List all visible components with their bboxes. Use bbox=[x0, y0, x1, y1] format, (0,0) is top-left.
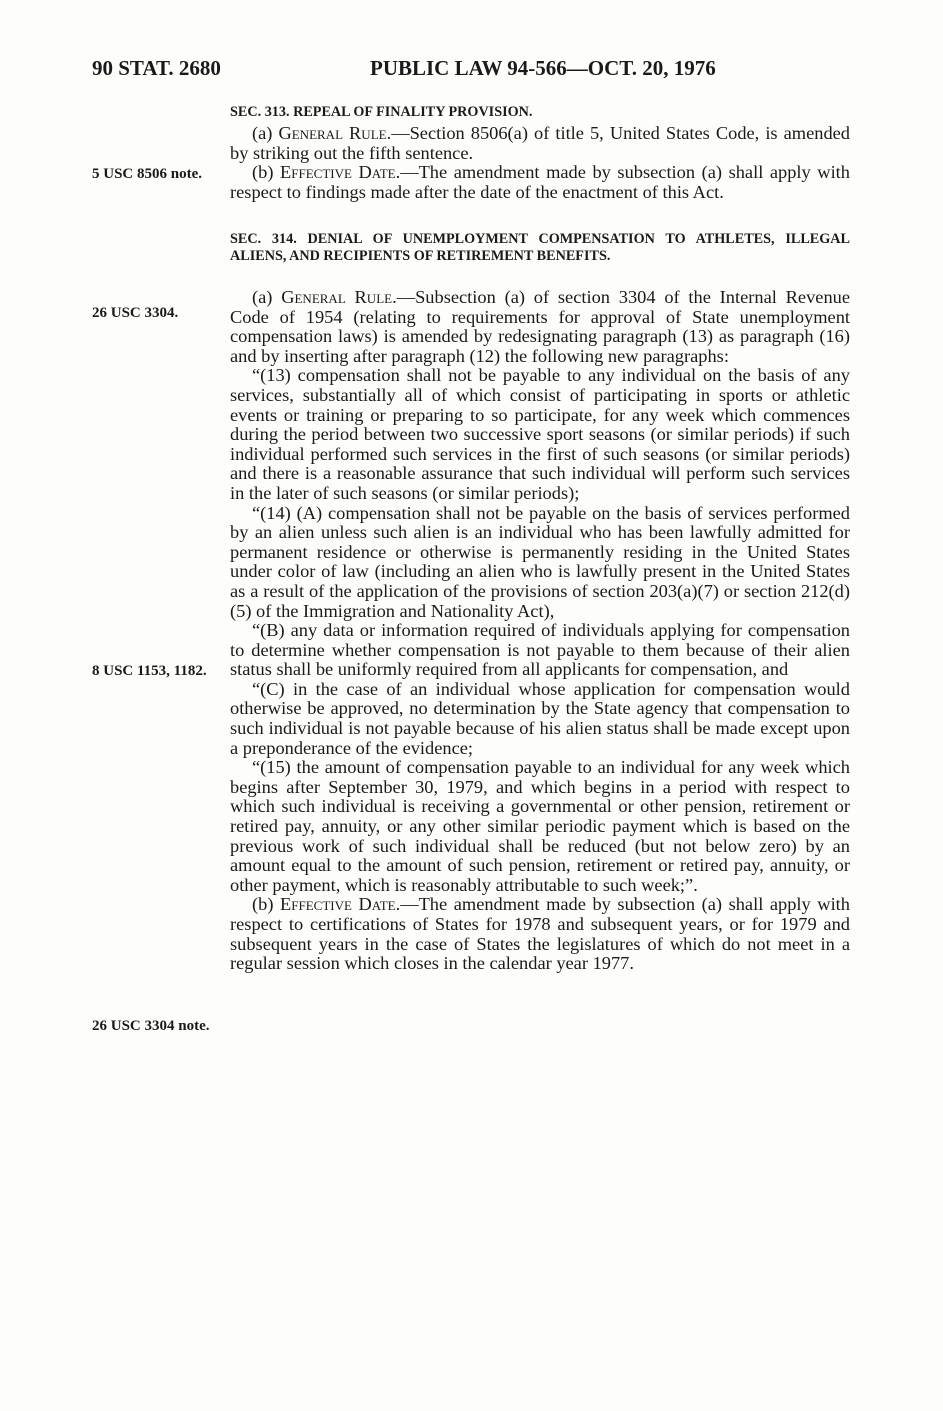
sec-313-heading: SEC. 313. REPEAL OF FINALITY PROVISION. bbox=[230, 104, 533, 120]
paragraph-14-a: “(14) (A) compensation shall not be payable on the basis of services performed by an alien unless such alien is an individual who has been lawfully admitted for permanent residence or otherwise is permanently residing in the United States under color of law (including an alien who is lawfully present in the United States as a result of the application of the provisions of section 203(a)(7) or section 212(d)(5) of the Immigration and Nationality Act), bbox=[230, 502, 850, 621]
sec-314-b-caption: Effective Date. bbox=[280, 894, 401, 915]
page-header bbox=[92, 56, 851, 84]
margin-note-26-usc-3304-note: 26 USC 3304 note. bbox=[92, 1018, 210, 1034]
sec-314-a-caption: General Rule. bbox=[281, 287, 397, 307]
margin-note-5-usc-8506: 5 USC 8506 note. bbox=[92, 166, 203, 182]
stat-page-number: 90 STAT. 2680 bbox=[92, 56, 221, 80]
sec-314-a: (a) General Rule.—Subsection (a) of section 3304 of the Internal Revenue Code of 1954 (relating to requirements for approval of State unemployment compensation laws) is amended by redesignating paragraph (13) as paragraph (16) and by inserting after paragraph (12) the following new paragraphs: bbox=[230, 287, 850, 366]
sec-313-body bbox=[230, 124, 850, 202]
sec-313-b: (b) Effective Date.—The amendment made by subsection (a) shall apply with respect to findings made after the date of the enactment of this Act. bbox=[230, 162, 850, 202]
paragraph-13: “(13) compensation shall not be payable to any individual on the basis of any services, substantially all of which consist of participating in sports or athletic events or training or preparing to so participate, for any week which commences during the period between two successive sport seasons (or similar periods) if such individual performed such services in the first of such seasons (or similar periods) and there is a reasonable assurance that such individual will perform such services in the later of such seasons (or similar periods); bbox=[230, 365, 850, 503]
paragraph-14-b: “(B) any data or information required of individuals applying for compensation to determine whether compensation is not payable to them because of their alien status shall be uniformly required from all applicants for compensation, and bbox=[230, 620, 850, 680]
sec-314-body bbox=[230, 288, 850, 974]
sec-314-heading: SEC. 314. DENIAL OF UNEMPLOYMENT COMPENSATION TO ATHLETES, ILLEGAL ALIENS, AND RECIPIENTS OF RETIREMENT BENEFITS. bbox=[230, 231, 850, 264]
margin-note-26-usc-3304: 26 USC 3304. bbox=[92, 305, 179, 321]
sec-314-b: (b) Effective Date.—The amendment made by subsection (a) shall apply with respect to certifications of States for 1978 and subsequent years, or for 1979 and subsequent years in the case of States the legislatures of which do not meet in a regular session which closes in the calendar year 1977. bbox=[230, 894, 850, 974]
sec-313-a: (a) General Rule.—Section 8506(a) of title 5, United States Code, is amended by striking out the fifth sentence. bbox=[230, 123, 850, 163]
sec-313-b-caption: Effective Date. bbox=[280, 162, 401, 183]
margin-note-8-usc-1153: 8 USC 1153, 1182. bbox=[92, 663, 207, 679]
sec-313-a-caption: General Rule. bbox=[278, 123, 392, 143]
paragraph-15: “(15) the amount of compensation payable to an individual for any week which begins after September 30, 1979, and which begins in a period with respect to which such individual is receiving a governmental or other pension, retirement or retired pay, annuity, or any other similar periodic payment which is based on the previous work of such individual shall be reduced (but not below zero) by an amount equal to the amount of such pension, retirement or retired pay, annuity, or other payment, which is reasonably attributable to such week;”. bbox=[230, 757, 850, 895]
paragraph-14-c: “(C) in the case of an individual whose application for compensation would otherwise be approved, no determination by the State agency that compensation to such individual is not payable because of his alien status shall be made except upon a preponderance of the evidence; bbox=[230, 678, 850, 758]
public-law-title: PUBLIC LAW 94-566—OCT. 20, 1976 bbox=[370, 56, 716, 80]
